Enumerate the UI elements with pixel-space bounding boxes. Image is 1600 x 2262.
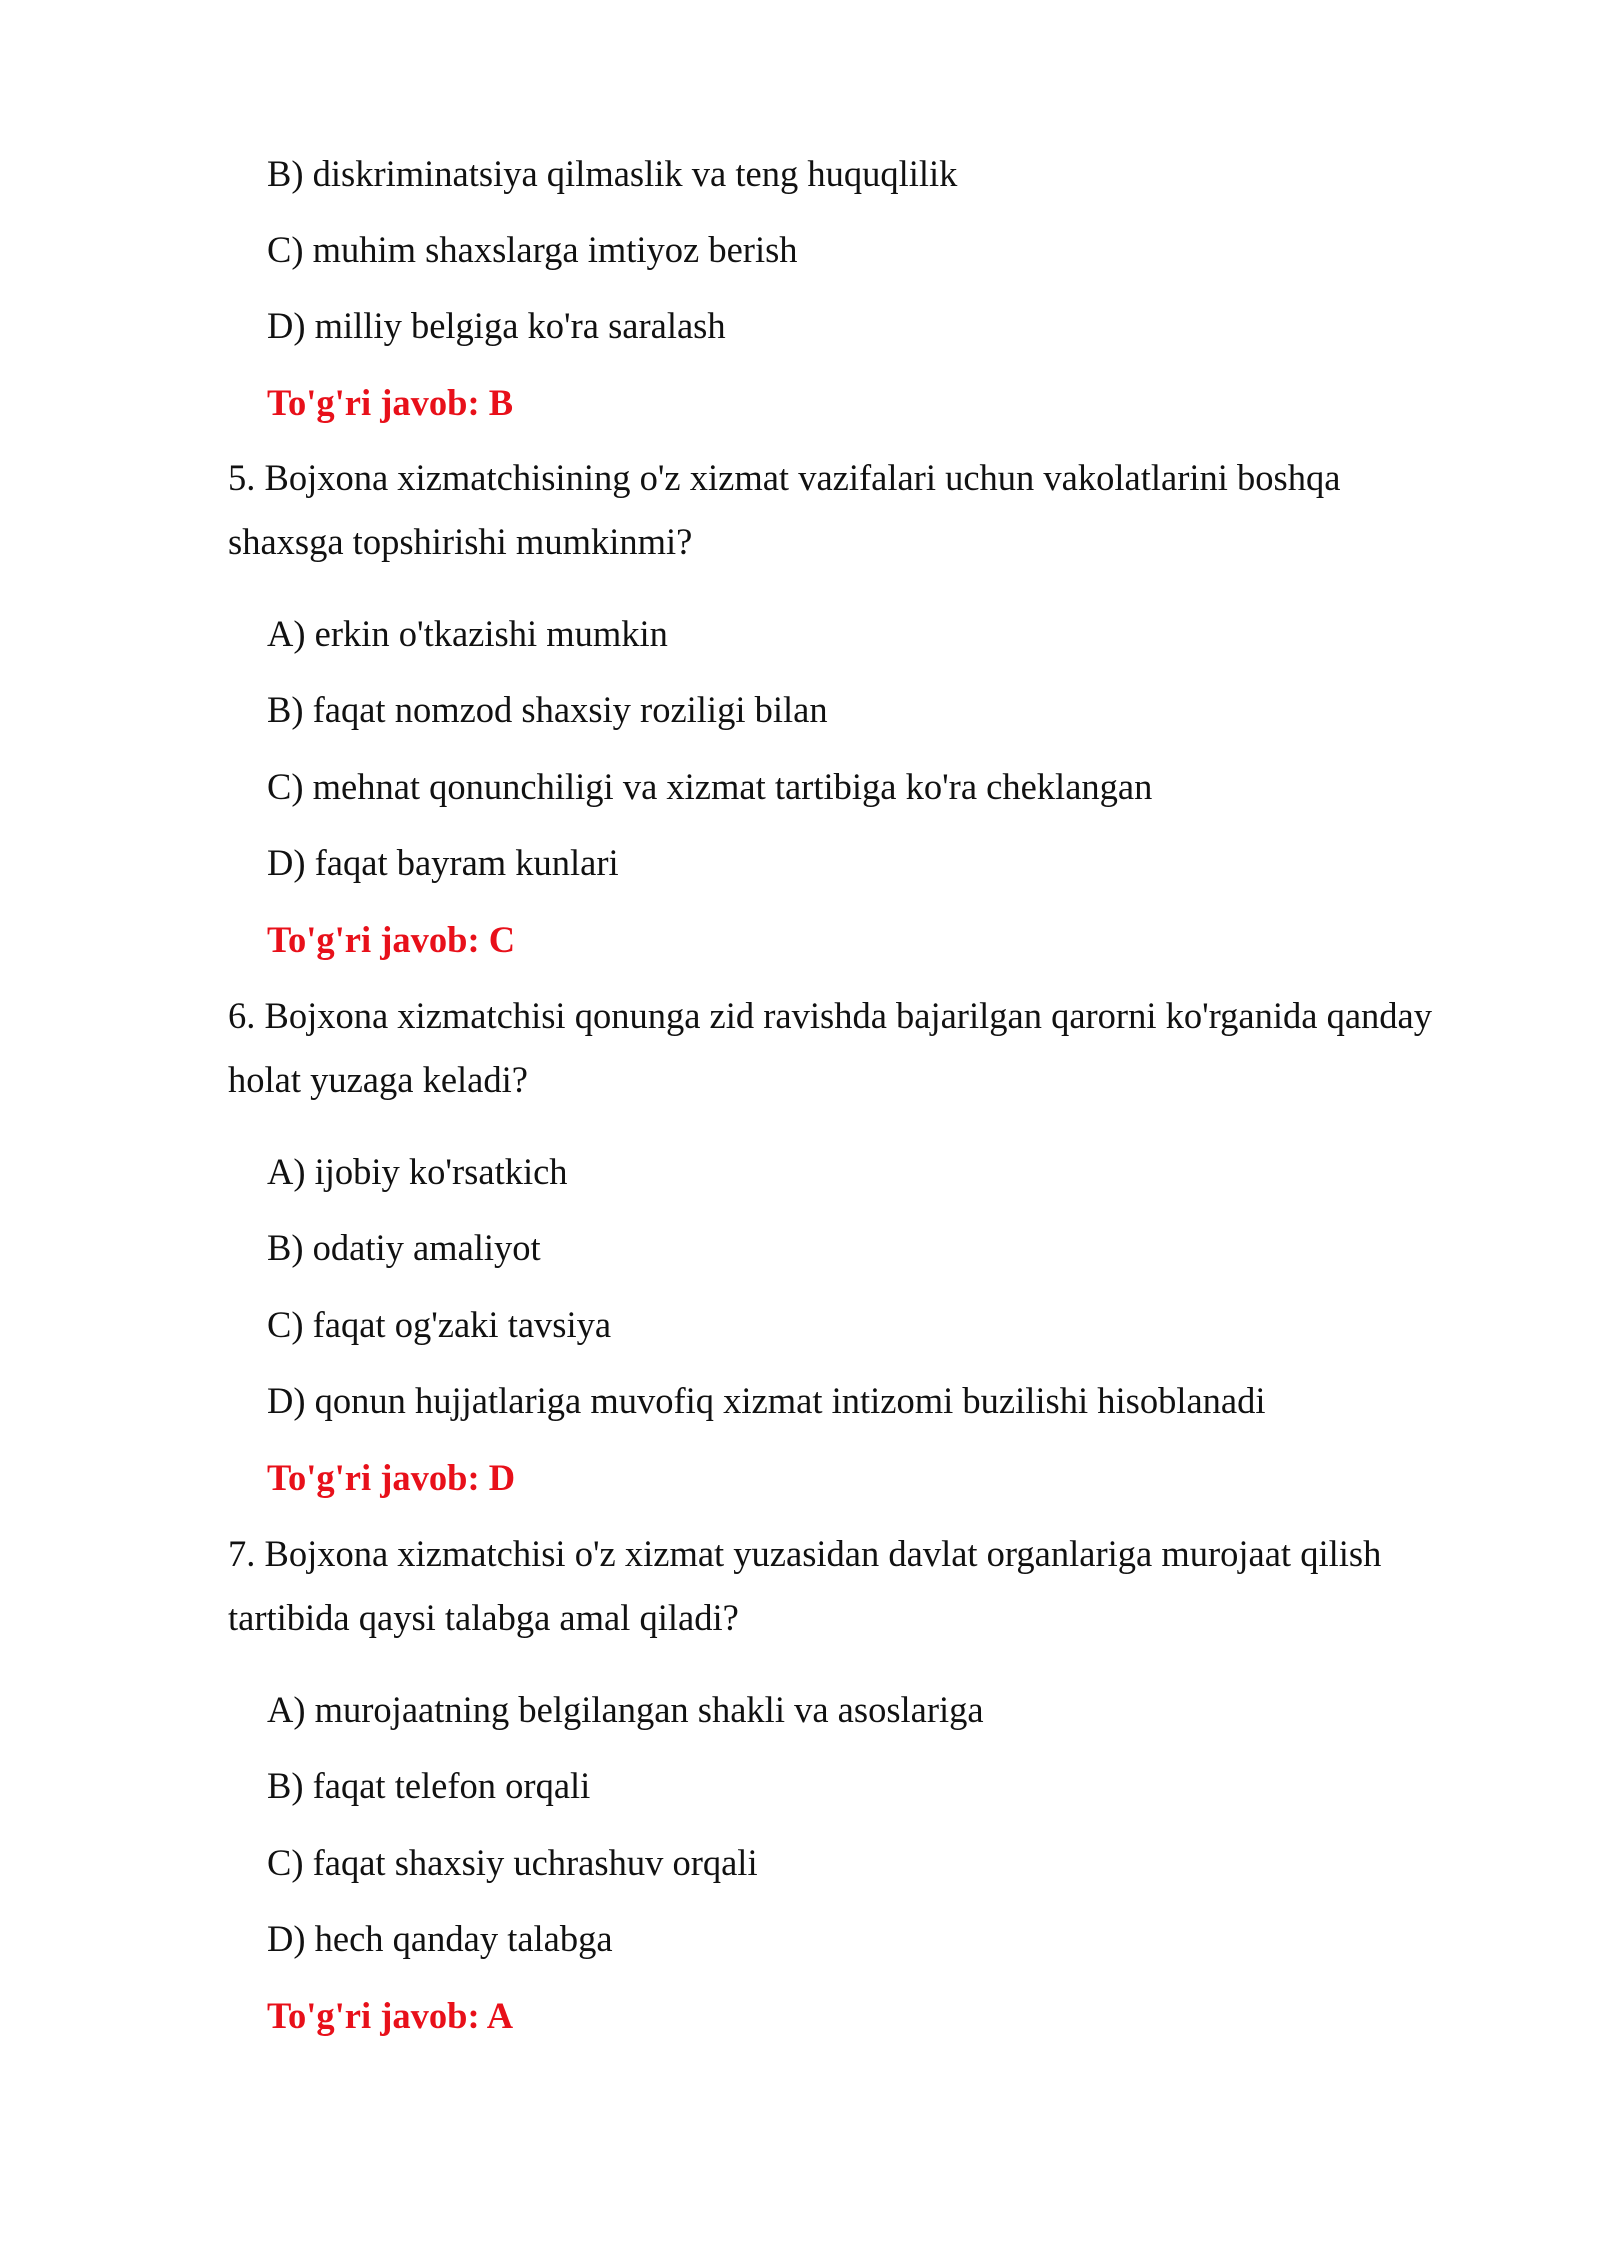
option-4d: D) milliy belgiga ko'ra saralash [267,305,726,346]
correct-answer-6: To'g'ri javob: D [267,1457,516,1498]
option-7a: A) murojaatning belgilangan shakli va asoslariga [267,1689,984,1730]
option-7c: C) faqat shaxsiy uchrashuv orqali [267,1842,758,1883]
option-5c: C) mehnat qonunchiligi va xizmat tartibiga ko'ra cheklangan [267,766,1153,807]
option-6d: D) qonun hujjatlariga muvofiq xizmat intizomi buzilishi hisoblanadi [267,1380,1266,1421]
option-4c: C) muhim shaxslarga imtiyoz berish [267,229,798,270]
option-7b: B) faqat telefon orqali [267,1765,591,1806]
option-5a: A) erkin o'tkazishi mumkin [267,613,668,654]
option-6b: B) odatiy amaliyot [267,1227,541,1268]
option-6a: A) ijobiy ko'rsatkich [267,1151,568,1192]
question-6-line-2: holat yuzaga keladi? [228,1059,528,1100]
correct-answer-5: To'g'ri javob: C [267,919,516,960]
option-5d: D) faqat bayram kunlari [267,842,619,883]
option-4b: B) diskriminatsiya qilmaslik va teng huquqlilik [267,153,958,194]
question-6-line-1: 6. Bojxona xizmatchisi qonunga zid ravishda bajarilgan qarorni ko'rganida qanday [228,995,1432,1036]
option-5b: B) faqat nomzod shaxsiy roziligi bilan [267,689,828,730]
correct-answer-4: To'g'ri javob: B [267,382,514,423]
option-6c: C) faqat og'zaki tavsiya [267,1304,612,1345]
correct-answer-7: To'g'ri javob: A [267,1995,514,2036]
question-7-line-1: 7. Bojxona xizmatchisi o'z xizmat yuzasidan davlat organlariga murojaat qilish [228,1533,1382,1574]
question-7-line-2: tartibida qaysi talabga amal qiladi? [228,1597,739,1638]
question-5-line-2: shaxsga topshirishi mumkinmi? [228,521,693,562]
question-5-line-1: 5. Bojxona xizmatchisining o'z xizmat vazifalari uchun vakolatlarini boshqa [228,457,1341,498]
option-7d: D) hech qanday talabga [267,1918,613,1959]
